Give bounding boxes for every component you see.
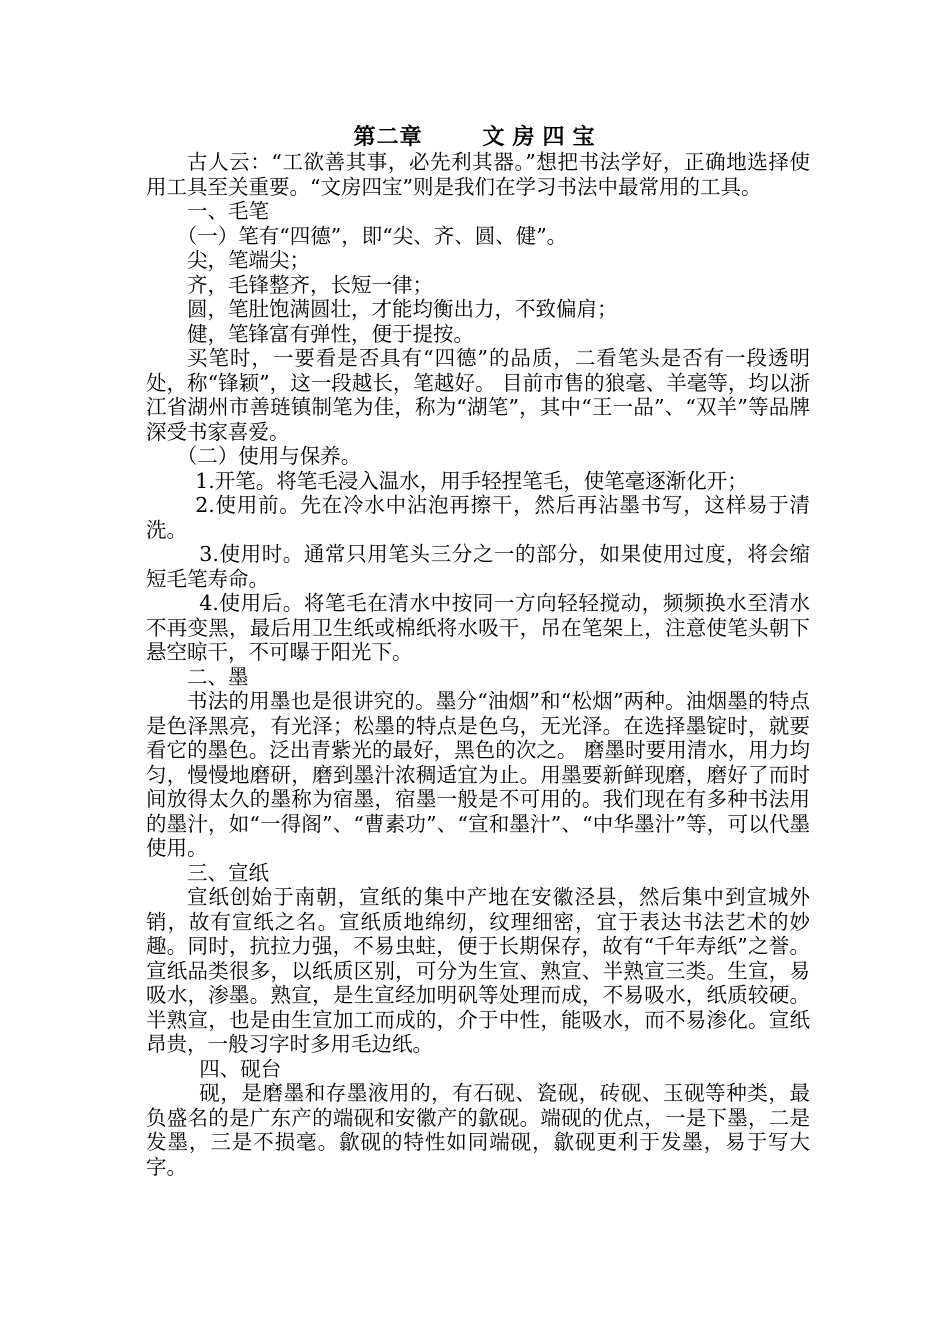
care-step-2: 2.使用前。先在冷水中沾泡再擦干，然后再沾墨书写，这样易于清洗。 — [146, 493, 810, 542]
virtue-resilient: 健，笔锋富有弹性，便于提按。 — [187, 321, 474, 346]
section-heading-paper: 三、宣纸 — [187, 860, 269, 885]
subsection-heading-care: （二）使用与保养。 — [176, 444, 362, 468]
care-step-1: 1.开笔。将笔毛浸入温水，用手轻捏笔毛，使笔毫逐渐化开； — [195, 468, 748, 493]
ink-paragraph: 书法的用墨也是很讲究的。墨分“油烟”和“松烟”两种。油烟墨的特点是色泽黑亮，有光泽；松墨的特点是色乌，无光泽。在选择墨锭时，就要看它的墨色。泛出青紫光的最好，黑色的次之。 磨墨时要用清水，用力均匀，慢慢地磨研，磨到墨汁浓稠适宜为止。用墨要新鲜现磨，磨好了而时间放得太久的墨称为宿墨，宿墨一般是不可用的。我们现在有多种书法用的墨汁，如“一得阁”、“曹素功”、“宣和墨汁”、“中华墨汁”等，可以代墨使用。 — [146, 689, 810, 860]
virtue-round: 圆，笔肚饱满圆壮，才能均衡出力，不致偏肩； — [187, 297, 618, 321]
chapter-number: 第二章 — [353, 124, 423, 150]
chapter-title — [146, 124, 810, 150]
chapter-name: 文房四宝 — [482, 124, 603, 150]
buying-brush-paragraph: 买笔时，一要看是否具有“四德”的品质，二看笔头是否有一段透明处，称“锋颖”，这一段越长，笔越好。 目前市售的狼毫、羊毫等，均以浙江省湖州市善琏镇制笔为佳，称为“湖笔”，其中“王一品”、“双羊”等品牌深受书家喜爱。 — [146, 346, 810, 444]
paper-paragraph: 宣纸创始于南朝，宣纸的集中产地在安徽泾县，然后集中到宣城外销，故有宣纸之名。宣纸质地绵纫，纹理细密，宜于表达书法艺术的妙趣。同时，抗拉力强，不易虫蛀，便于长期保存，故有“千年寿纸”之誉。 宣纸品类很多，以纸质区别，可分为生宣、熟宣、半熟宣三类。生宣，易吸水，渗墨。熟宣，是生宣经加明矾等处理而成，不易吸水，纸质较硬。半熟宣，也是由生宣加工而成的，介于中性，能吸水，而不易渗化。宣纸昂贵，一般习字时多用毛边纸。 — [146, 885, 810, 1056]
virtue-even: 齐，毛锋整齐，长短一律； — [187, 272, 433, 297]
section-heading-ink: 二、墨 — [187, 664, 249, 689]
virtue-sharp: 尖，笔端尖； — [187, 248, 310, 272]
care-step-4: 4.使用后。将笔毛在清水中按同一方向轻轻搅动，频频换水至清水不再变黑，最后用卫生纸或棉纸将水吸干，吊在笔架上，注意使笔头朝下悬空晾干，不可曝于阳光下。 — [146, 591, 810, 664]
subsection-heading-four-virtues: （一）笔有“四德”，即“尖、齐、圆、健”。 — [176, 223, 568, 248]
section-heading-inkstone: 四、砚台 — [199, 1056, 282, 1081]
inkstone-paragraph: 砚，是磨墨和存墨液用的，有石砚、瓷砚，砖砚、玉砚等种类，最负盛名的是广东产的端砚和安徽产的歙砚。端砚的优点，一是下墨，二是发墨，三是不损毫。歙砚的特性如同端砚，歙砚更利于发墨，易于写大字。 — [146, 1081, 810, 1179]
intro-paragraph: 古人云：“工欲善其事，必先利其器。”想把书法学好，正确地选择使用工具至关重要。“文房四宝”则是我们在学习书法中最常用的工具。 — [146, 150, 810, 199]
document-body — [146, 124, 810, 1179]
care-step-3: 3.使用时。通常只用笔头三分之一的部分，如果使用过度，将会缩短毛笔寿命。 — [146, 542, 810, 591]
section-heading-brush: 一、毛笔 — [187, 199, 269, 223]
